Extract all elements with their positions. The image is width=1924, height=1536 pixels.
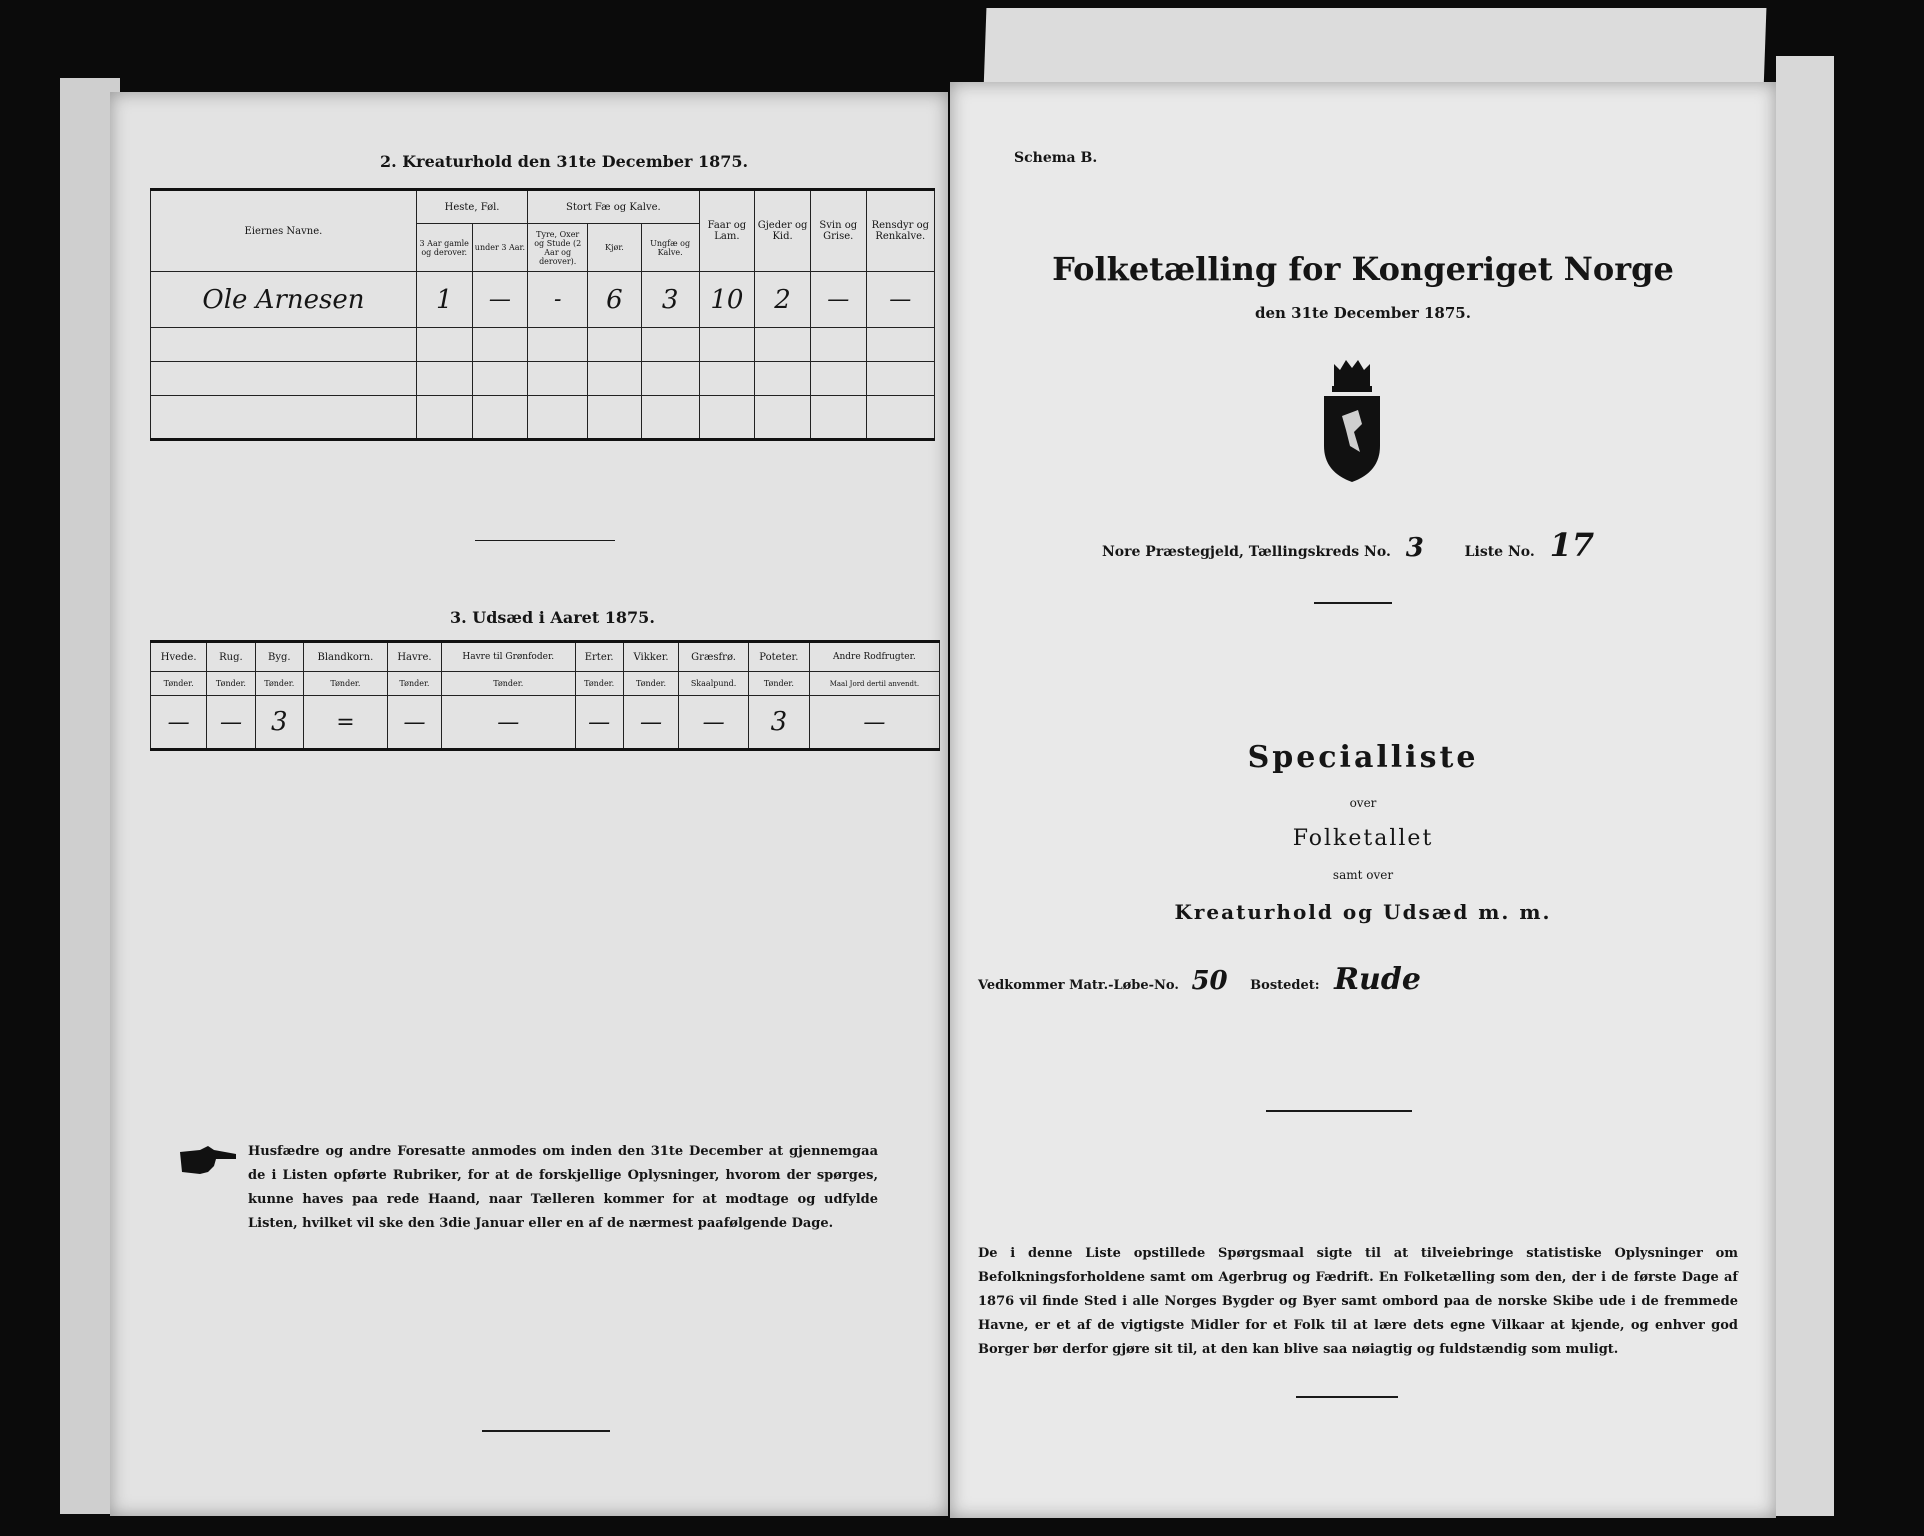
cell-horses-young: — [472,272,528,328]
seed-header: Andre Rodfrugter. [809,642,939,672]
seed-header: Vikker. [623,642,678,672]
divider-lower [1296,1396,1398,1398]
seed-header: Byg. [255,642,303,672]
list-value: 17 [1549,526,1595,564]
seed-header: Poteter. [748,642,809,672]
document-title: Folketælling for Kongeriget Norge [1052,250,1674,288]
sub-horses-young: under 3 Aar. [472,224,528,272]
table-row [151,272,935,328]
divider-upper [1314,602,1392,604]
divider-middle [1266,1110,1412,1112]
seed-value: — [207,696,255,750]
seed-unit: Tønder. [255,672,303,696]
table-row-empty [151,328,935,362]
seed-header: Blandkorn. [303,642,387,672]
seed-unit: Tønder. [387,672,441,696]
document-date: den 31te December 1875. [1255,304,1471,322]
seed-unit: Tønder. [303,672,387,696]
schema-label: Schema B. [1014,150,1098,166]
left-page [110,92,948,1516]
section3-title: 3. Udsæd i Aaret 1875. [450,608,655,627]
cell-reindeer: — [866,272,934,328]
samt-over-text: samt over [1332,868,1394,882]
sub-bulls: Tyre, Oxer og Stude (2 Aar og derover). [528,224,588,272]
seed-unit: Skaalpund. [679,672,749,696]
seed-unit: Tønder. [207,672,255,696]
col-goats: Gjeder og Kid. [755,190,811,272]
matrikkel-line [978,962,1421,997]
seed-value: — [442,696,576,750]
col-owner: Eiernes Navne. [151,190,417,272]
parish-line [1102,526,1594,564]
grp-cattle: Stort Fæ og Kalve. [528,190,699,224]
matr-value: 50 [1191,966,1228,996]
seed-value: — [387,696,441,750]
explanatory-paragraph: De i denne Liste opstillede Spørgsmaal sigte til at tilveiebringe statistiske Oplysninger om Befolkningsforholdene samt om Agerbrug og Fædrift. En Folketælling som den, der i de første Dage af 1876 vil finde Sted i alle Norges Bygder og Byer samt ombord paa de norske Skibe ude i de fremmede Havne, er et af de vigtigste Midler for et Folk til at lære dets egne Vilkaar at kjende, og enhver god Borger bør derfor gjøre sit til, at den kan blive saa nøiagtig og fuldstændig som muligt. [978,1246,1738,1357]
matr-label: Vedkommer Matr.-Løbe-No. [978,978,1179,993]
seed-value: = [303,696,387,750]
folketallet-heading: Folketallet [1292,826,1434,851]
seed-unit: Maal Jord dertil anvendt. [809,672,939,696]
bosted-value: Rude [1334,962,1421,997]
cell-young: 3 [641,272,699,328]
seed-value: — [679,696,749,750]
seed-table [150,640,940,751]
cell-goats: 2 [755,272,811,328]
specialliste-heading: Specialliste [1247,740,1479,775]
cell-bulls: - [528,272,588,328]
stacked-page-edge-right [1776,56,1834,1516]
district-label: Tællingskreds No. [1248,544,1391,560]
seed-header: Græsfrø. [679,642,749,672]
grp-horses: Heste, Føl. [416,190,527,224]
section2-title: 2. Kreaturhold den 31te December 1875. [380,152,749,171]
owner-name: Ole Arnesen [151,272,417,328]
seed-unit: Tønder. [748,672,809,696]
seed-header: Havre. [387,642,441,672]
seed-value-row [151,696,940,750]
table-row-empty [151,396,935,440]
cell-sheep: 10 [699,272,755,328]
seed-header: Hvede. [151,642,207,672]
sub-young: Ungfæ og Kalve. [641,224,699,272]
seed-unit: Tønder. [623,672,678,696]
seed-value: — [623,696,678,750]
cell-horses-old: 1 [416,272,472,328]
seed-unit: Tønder. [151,672,207,696]
seed-header: Havre til Grønfoder. [442,642,576,672]
over-text: over [1349,796,1377,810]
right-page [950,82,1776,1518]
bosted-label: Bostedet: [1250,978,1320,993]
seed-value: — [809,696,939,750]
sub-horses-old: 3 Aar gamle og derover. [416,224,472,272]
seed-value: — [151,696,207,750]
coat-of-arms-icon [1318,360,1386,484]
seed-value: — [575,696,623,750]
seed-value: 3 [255,696,303,750]
livestock-table [150,188,935,441]
col-pigs: Svin og Grise. [810,190,866,272]
district-value: 3 [1405,533,1424,563]
cell-pigs: — [810,272,866,328]
col-sheep: Faar og Lam. [699,190,755,272]
divider-short [475,540,615,541]
seed-header: Rug. [207,642,255,672]
seed-unit: Tønder. [442,672,576,696]
seed-header: Erter. [575,642,623,672]
seed-unit: Tønder. [575,672,623,696]
cell-cows: 6 [588,272,642,328]
sub-cows: Kjør. [588,224,642,272]
pointing-hand-icon [178,1144,240,1178]
instructions-notice: Husfædre og andre Foresatte anmodes om inden den 31te December at gjennemgaa de i Listen opførte Rubriker, for at de forskjellige Oplysninger, hvorom der spørges, kunne haves paa rede Haand, naar Tælleren kommer for at modtage og udfylde Listen, hvilket vil ske den 3die Januar eller en af de nærmest paafølgende Dage. [248,1144,878,1231]
col-reindeer: Rensdyr og Renkalve. [866,190,934,272]
divider-bottom [482,1430,610,1432]
kreaturhold-heading: Kreaturhold og Udsæd m. m. [1174,900,1552,924]
stacked-page-edge-top [984,8,1767,90]
list-label: Liste No. [1464,544,1535,560]
table-row-empty [151,362,935,396]
seed-value: 3 [748,696,809,750]
parish-label: Nore Præstegjeld, [1102,544,1244,560]
